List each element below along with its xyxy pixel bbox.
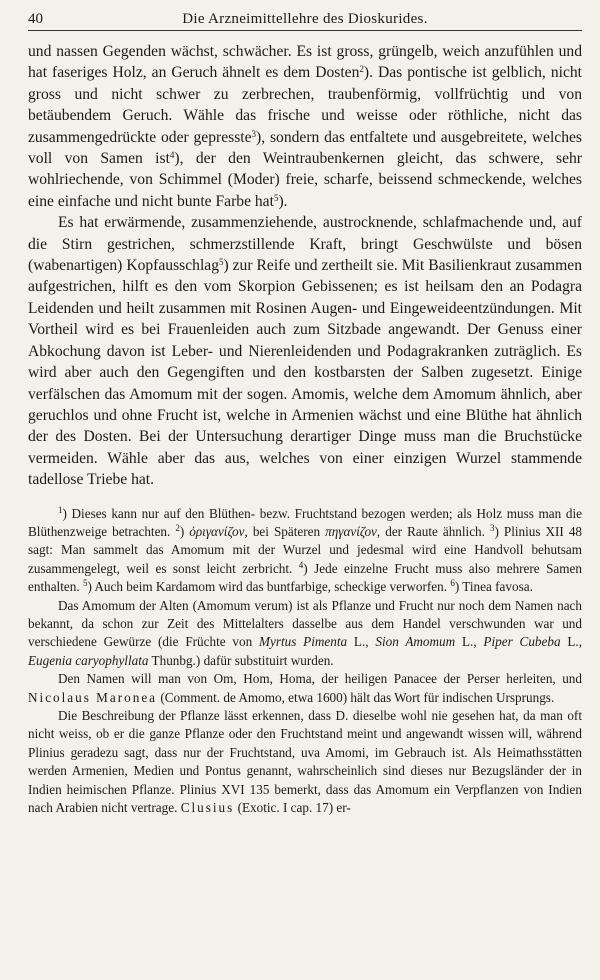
greek-word: ὀριγανίζον [189, 523, 245, 539]
commentary-paragraph: Die Beschreibung der Pflanze lässt erkennen, dass D. dieselbe wohl nie gesehen hat, da man oft nicht weiss, ob er die ganze Pflanze oder den Fruchtstand meint und angewandt wissen will, während Plinius geradezu sagt, dass nur der Fruchtstand, uva Amomi, im Gebrauch ist. Als Heimathsstätten werden Armenien, Medien und Pontus genannt, wahrscheinlich sind dieses nur Bezugsländer der in Indien heimischen Pflanze. Plinius XVI 135 bemerkt, dass das Amomum ein Verpflanzen von Indien nach Arabien nicht vertrage. Clusius (Exotic. I cap. 17) er- [28, 708, 582, 816]
footnote-marker: 1 [58, 504, 63, 515]
author-name: Clusius [180, 800, 235, 816]
paragraph: und nassen Gegenden wächst, schwächer. Es ist gross, grüngelb, weich anzufühlen und hat faseriges Holz, an Geruch ähnelt es dem Dosten$^2$). Das pontische ist gelblich, nicht gross und nicht schwer zu zerbrechen, traubenförmig, vollfrüchtig und von betäubendem Geruch. Wähle das frische und weisse oder röthliche, nicht das zusammengedrückte oder gepresste$^3$), sondern das entfaltete und ausgebreitete, welches voll von Samen ist$^4$), der den Weintraubenkernen gleicht, das schwere, sehr wohlriechende, von Schimmel (Moder) freie, scharfe, beissend schmeckende, welches eine einfache und nicht bunte Farbe hat$^5$). [28, 43, 583, 210]
footnote-marker: 4 [298, 559, 304, 570]
page-header [28, 8, 582, 31]
paragraph: Es hat erwärmende, zusammenziehende, austrocknende, schlafmachende und, auf die Stirn gestrichen, schmerzstillende Kraft, bringt Geschwülste und bösen (wabenartigen) Kopfausschlag$^5$) zur Reife und zertheilt sie. Mit Basilienkraut zusammen aufgestrichen, hilft es den vom Skorpion Gebissenen; es ist heilsam den an Podagra Leidenden und heilt zusammen mit Rosinen Augen- und Eingeweideentzündungen. Mit Vortheil wird es bei Frauenleiden auch zum Sitzbade angewandt. Der Genuss einer Abkochung davon ist Leber- und Nierenleidenden und Podagrakranken zuträglich. Es wird aber auch den Gegengiften und den kostbarsten der Salben zugesetzt. Einige verfälschen das Amomum mit der sogen. Amomis, welche dem Amomum ähnlich, aber geruchlos und ohne Frucht ist, welche in Armenien wächst und eine Blüthe hat ähnlich der des Dosten. Bei der Untersuchung derartiger Dinge muss man die Bruchstücke vermeiden. Wähle aber das aus, welches von einer einzigen Wurzel stammende tadellose Triebe hat. [28, 214, 582, 489]
footnote-ref: 3 [251, 128, 257, 139]
footnote-paragraph: $^1$) Dieses kann nur auf den Blüthen- bezw. Fruchtstand bezogen werden; als Holz muss man die Blüthenzweige betrachten. $^2$) ὀριγανίζον, bei Späteren πηγανίζον, der Raute ähnlich. $^3$) Plinius XII 48 sagt: Man sammelt das Amomum mit der Wurzel und jedesmal wird eine Handvoll behutsam zusammengelegt, weil es sonst leicht zerbricht. $^4$) Jede einzelne Frucht muss also mehrere Samen enthalten. $^5$) Auch beim Kardamom wird das buntfarbige, scheckige verworfen. $^6$) Tinea favosa. [28, 504, 583, 595]
running-title: Die Arzneimittellehre des Dioskurides. [182, 11, 428, 27]
footnotes [28, 505, 582, 818]
species-name: Piper Cubeba [483, 634, 561, 650]
species-name: Eugenia caryophyllata [28, 652, 149, 668]
footnote-marker: 3 [489, 522, 495, 533]
species-name: Myrtus Pimenta [258, 634, 348, 650]
footnote-ref: 2 [359, 64, 364, 75]
page-number: 40 [28, 11, 43, 27]
footnote-marker: 6 [450, 578, 455, 589]
commentary-paragraph: Den Namen will man von Om, Hom, Homa, der heiligen Panacee der Perser herleiten, und Nicolaus Maronea (Comment. de Amomo, etwa 1600) hält das Wort für indischen Ursprungs. [28, 671, 582, 705]
footnote-marker: 5 [82, 578, 88, 589]
commentary-paragraph: Das Amomum der Alten (Amomum verum) ist als Pflanze und Frucht nur noch dem Namen nach bekannt, da schon zur Zeit des Mittelalters dasselbe aus dem Handel verschwunden war und verschiedene Gewürze (die Früchte von Myrtus Pimenta L., Sion Amomum L., Piper Cubeba L., Eugenia caryophyllata Thunbg.) dafür substituirt wurden. [28, 597, 582, 668]
footnote-marker: 2 [175, 522, 180, 533]
greek-word: πηγανίζον [325, 523, 377, 539]
species-name: Sion Amomum [375, 634, 456, 650]
footnote-ref: 4 [169, 150, 175, 161]
author-name: Nicolaus Maronea [28, 689, 158, 705]
main-text [28, 41, 582, 491]
footnote-ref: 5 [219, 257, 224, 268]
footnote-ref: 5 [273, 192, 279, 203]
